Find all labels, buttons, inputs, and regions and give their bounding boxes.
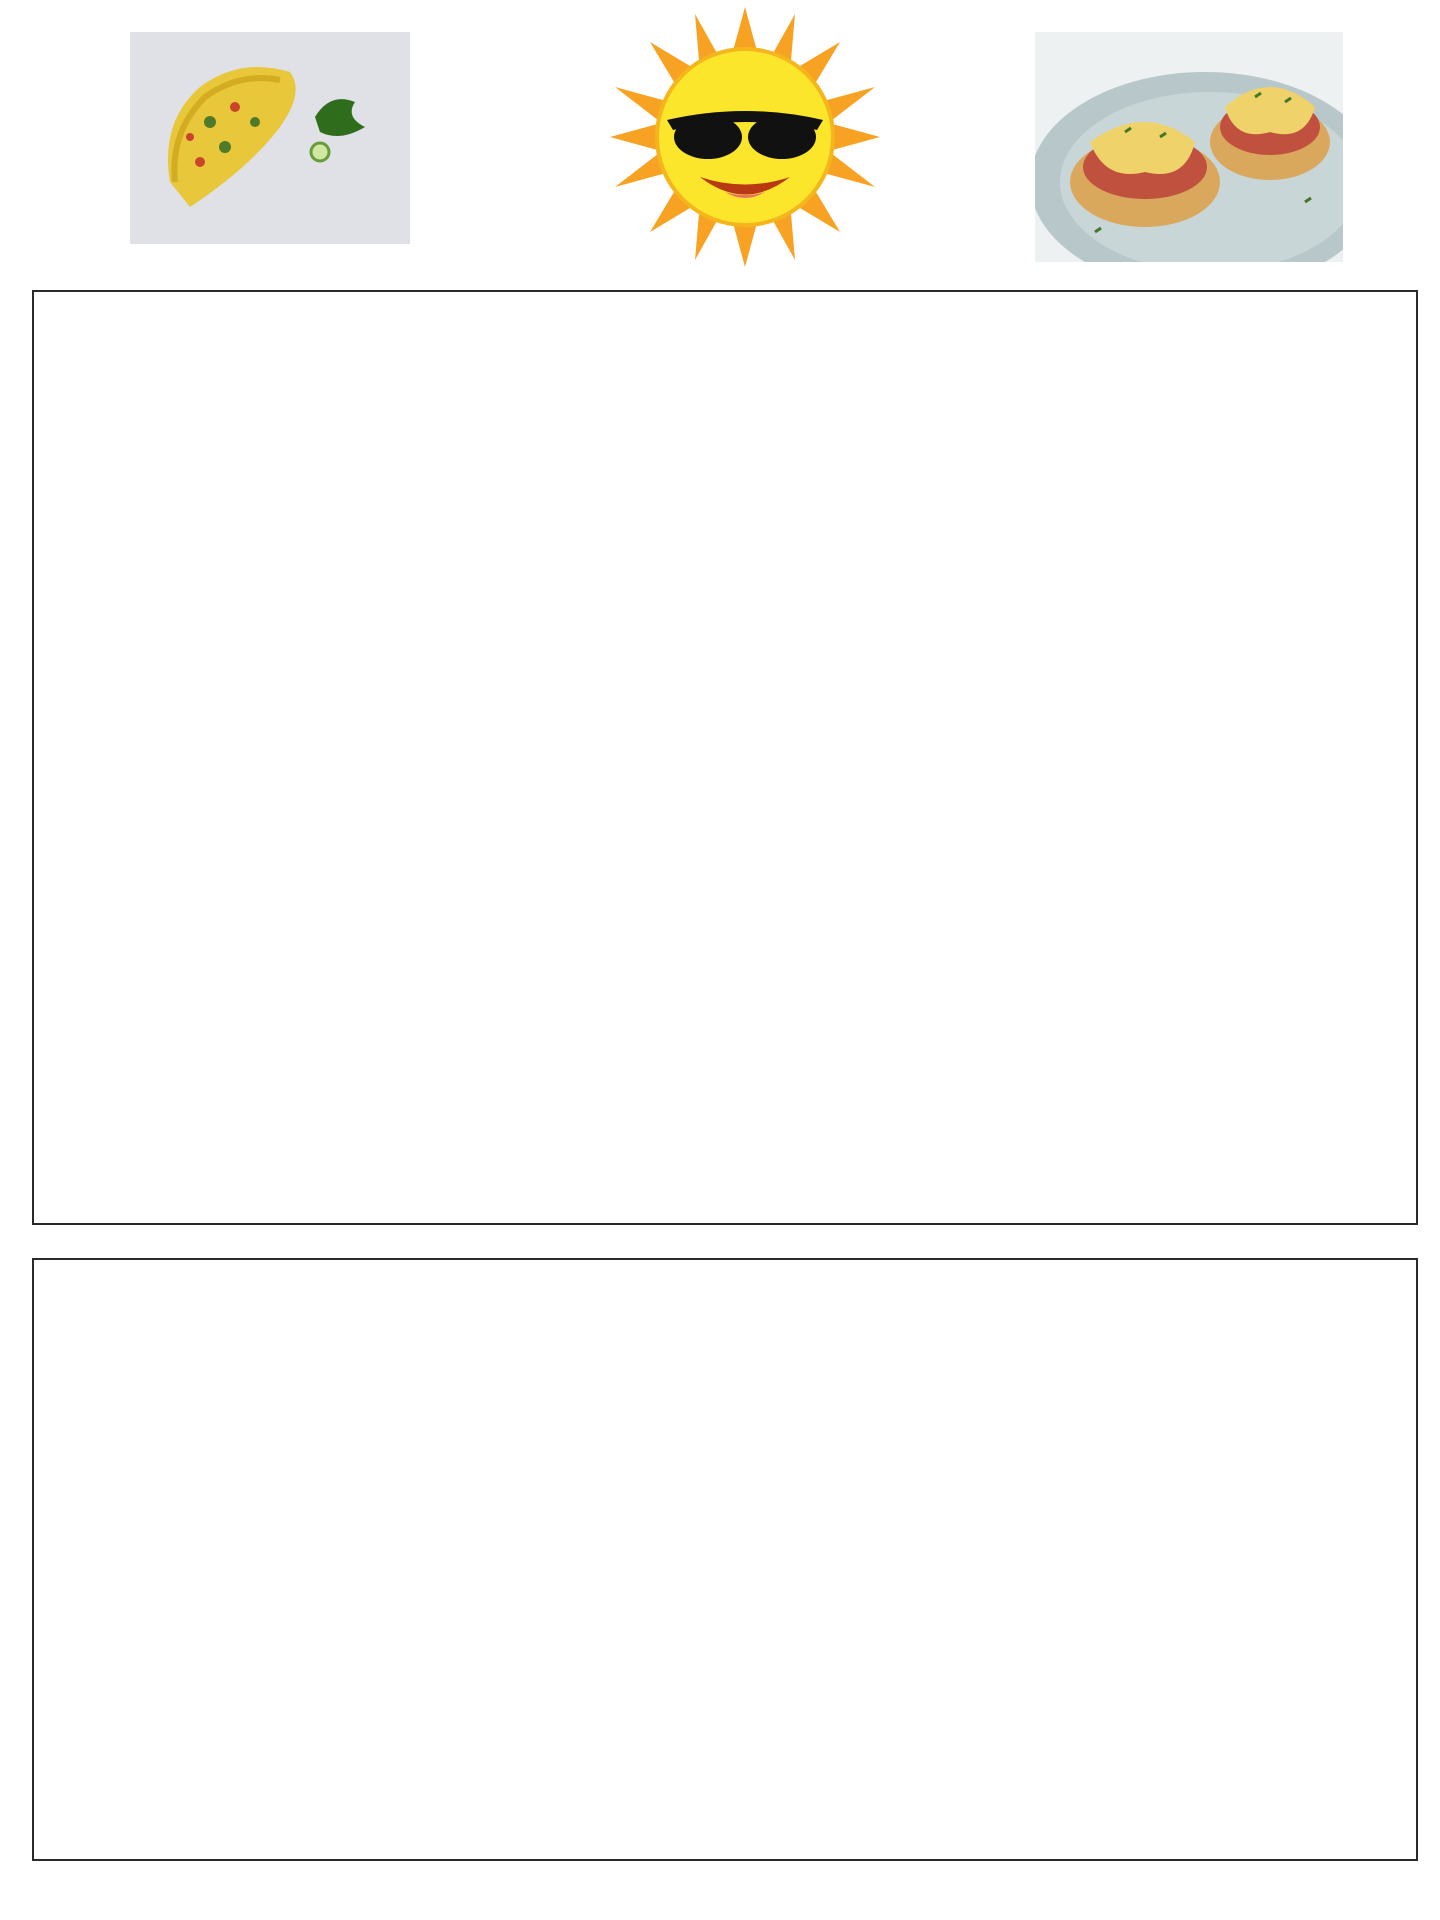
omelets-section (32, 290, 1418, 1225)
benedicts-section (32, 1258, 1418, 1861)
omelet-photo (130, 32, 410, 244)
sun-sunglasses-logo (605, 2, 885, 272)
benedict-photo (1035, 32, 1343, 262)
